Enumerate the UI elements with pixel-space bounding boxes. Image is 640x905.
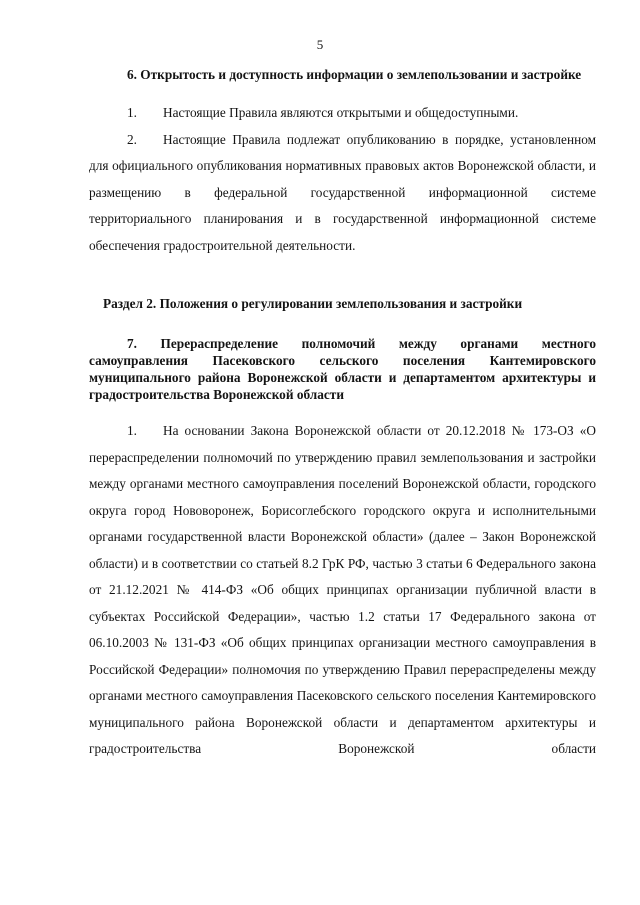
item-number: 1. [127,423,137,438]
item-text: На основании Закона Воронежской области от 20.12.2018 № 173-ОЗ «О перераспределении полномочий по утверждению правил землепользования и застройки между органами местного самоуправления поселений Воронежской области, городского округа город Нововоронеж, Борисоглебского городского округа и исполнительными органами государственной власти Воронежской области» (далее – Закон Воронежской области) и в соответствии со статьей 8.2 ГрК РФ, частью 3 статьи 6 Федерального закона от 21.12.2021 № 414-ФЗ «Об общих принципах организации публичной власти в субъектах Российской Федерации», частью 1.2 статьи 17 Федерального закона от 06.10.2003 № 131-ФЗ «Об общих принципах организации местного самоуправления в Российской Федерации» полномочия по утверждению Правил перераспределены между органами местного самоуправления Пасековского сельского поселения Кантемировского муниципального района Воронежской области и департаментом архитектуры и градостроительства Воронежской области [89,423,596,756]
section-6-item-1 [89,100,596,127]
section-7-heading: 7. Перераспределение полномочий между органами местного самоуправления Пасековского сельского поселения Кантемировского муниципального района Воронежской области и департаментом архитектуры и градостроительства Воронежской области [89,336,596,402]
part-2-heading: Раздел 2. Положения о регулировании землепользования и застройки [103,296,523,311]
item-text: Настоящие Правила являются открытыми и общедоступными. [163,105,519,120]
item-text: Настоящие Правила подлежат опубликованию в порядке, установленном для официального опубликования нормативных правовых актов Воронежской области, и размещению в федеральной государственной информационной системе территориального планирования и в государственной информационной системе обеспечения градостроительной деятельности. [89,131,596,253]
section-6-item-2 [89,127,596,260]
section-6-heading: 6. Открытость и доступность информации о землепользовании и застройке [127,67,582,82]
page-number: 5 [316,37,324,52]
item-number: 1. [127,105,137,120]
section-7-item-1 [89,418,596,763]
item-number: 2. [127,131,137,147]
document-body [89,66,596,763]
